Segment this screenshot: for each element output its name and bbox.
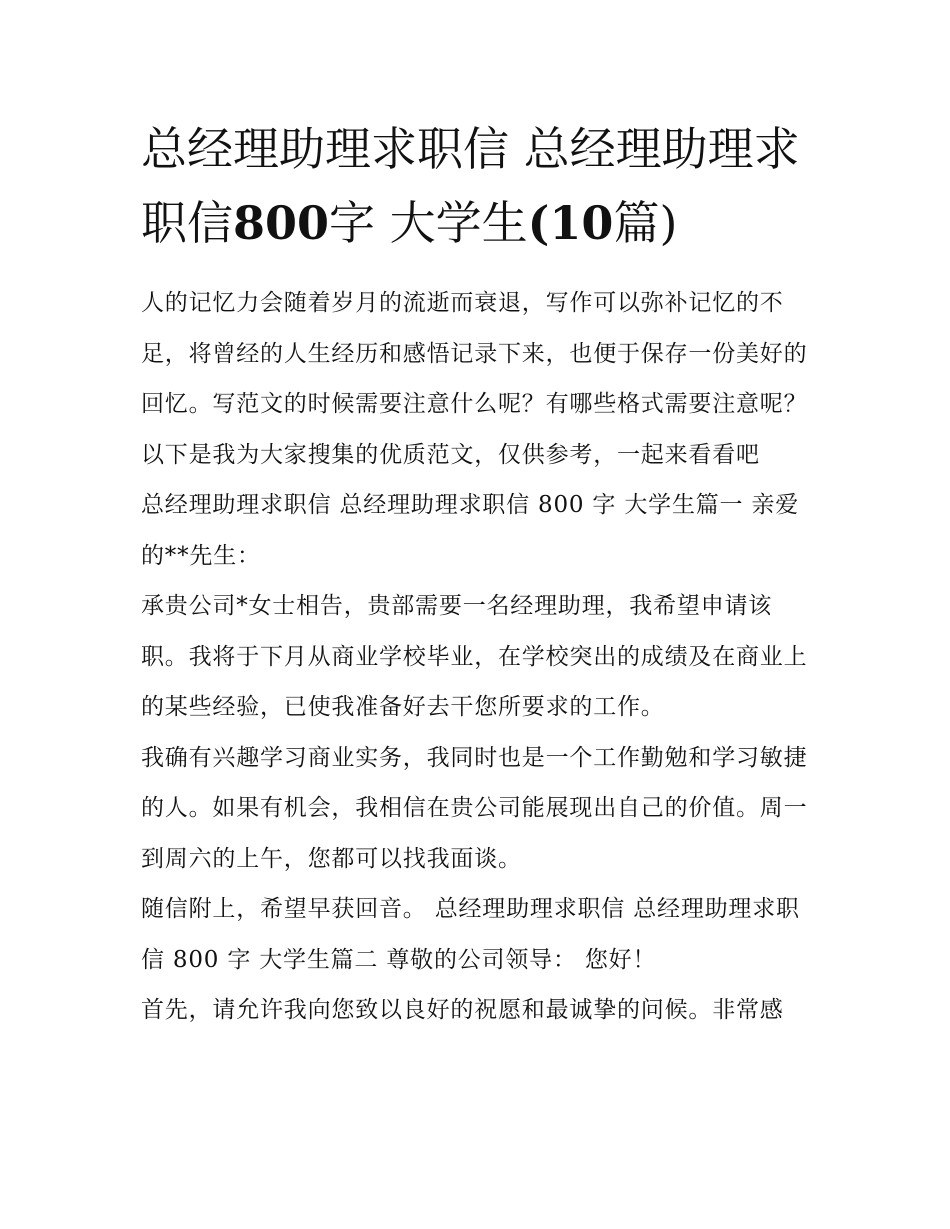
paragraph-letter-one-body-1: 承贵公司*女士相告，贵部需要一名经理助理，我希望申请该职。我将于下月从商业学校毕业，在学校突出的成绩及在商业上的某些经验，已使我准备好去干您所要求的工作。 [141, 593, 808, 720]
title-number-800: 800 [233, 196, 330, 250]
title-number-10: (10 [527, 196, 614, 250]
document-body [141, 278, 813, 1036]
document-title [141, 112, 813, 260]
title-text-1: 总经理助理求职信 总经理助理求职信 [141, 122, 800, 250]
paragraph-letter-two-heading: 随信附上，希望早获回音。 总经理助理求职信 总经理助理求职信 800 字 大学生篇二 尊敬的公司领导： 您好！ [141, 896, 800, 973]
paragraph-intro: 人的记忆力会随着岁月的流逝而衰退，写作可以弥补记忆的不足，将曾经的人生经历和感悟记录下来，也便于保存一份美好的回忆。写范文的时候需要注意什么呢？有哪些格式需要注意呢？以下是我为大家搜集的优质范文，仅供参考，一起来看看吧 [141, 290, 808, 468]
title-text-3: 篇) [613, 196, 678, 250]
paragraph-letter-one-heading: 总经理助理求职信 总经理助理求职信 800 字 大学生篇一 亲爱的**先生： [141, 492, 800, 569]
document-page [141, 112, 813, 1036]
title-text-2: 字 大学生 [329, 196, 528, 250]
paragraph-letter-one-body-2: 我确有兴趣学习商业实务，我同时也是一个工作勤勉和学习敏捷的人。如果有机会，我相信在贵公司能展现出自己的价值。周一到周六的上午，您都可以找我面谈。 [141, 744, 808, 872]
paragraph-letter-two-body: 首先，请允许我向您致以良好的祝愿和最诚挚的问候。非常感 [141, 997, 784, 1023]
